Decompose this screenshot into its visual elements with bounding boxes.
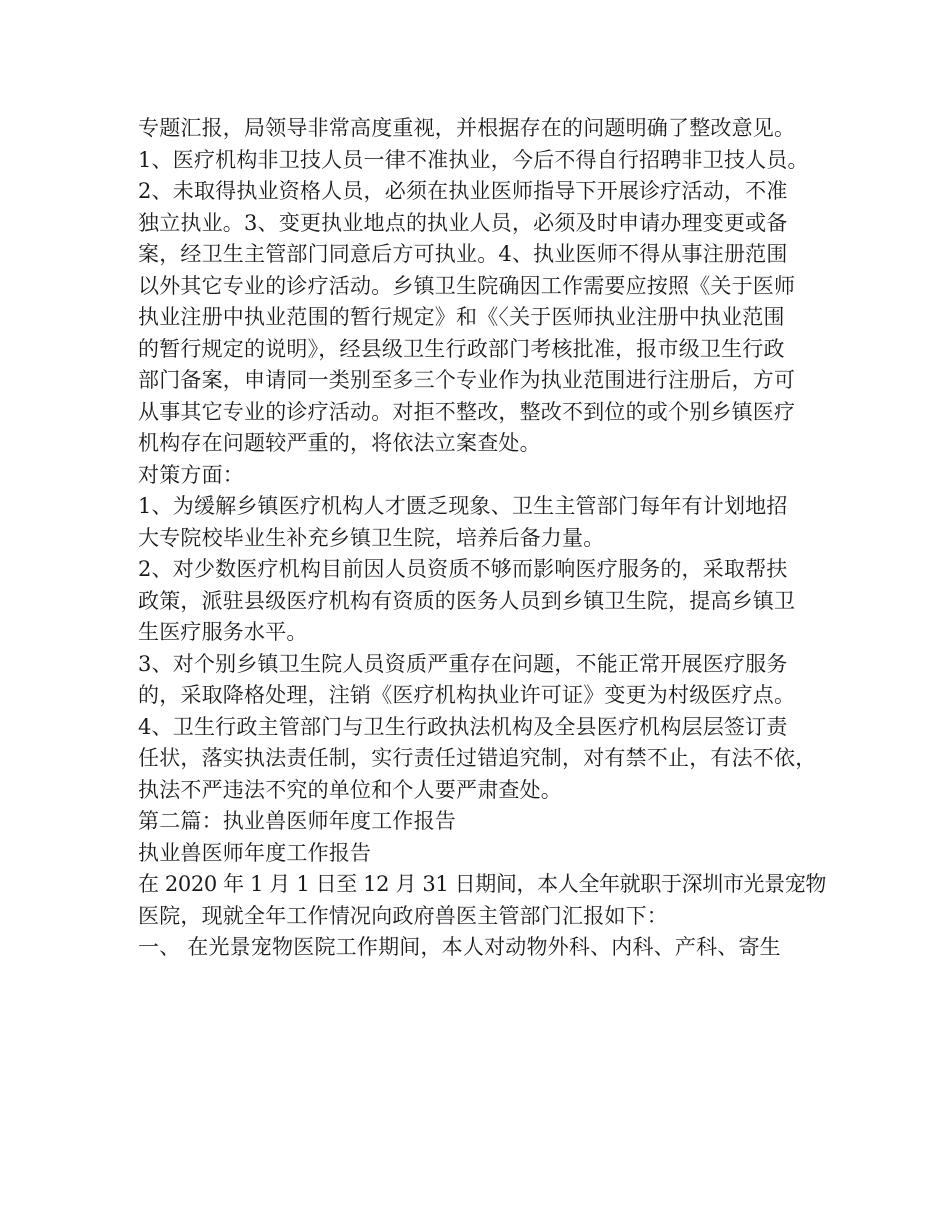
text-line: 医院，现就全年工作情况向政府兽医主管部门汇报如下：	[138, 903, 668, 928]
text-line: 在 2020 年 1 月 1 日至 12 月 31 日期间，本人全年就职于深圳市光景宠物	[138, 872, 826, 896]
text-line: 机构存在问题较严重的，将依法立案查处。	[138, 431, 541, 455]
text-line: 4、卫生行政主管部门与卫生行政执法机构及全县医疗机构层层签订责	[138, 714, 788, 739]
text-line: 的，采取降格处理，注销《医疗机构执业许可证》变更为村级医疗点。	[138, 683, 796, 707]
text-line: 2、未取得执业资格人员，必须在执业医师指导下开展诊疗活动，不准	[138, 179, 788, 203]
text-line: 专题汇报，局领导非常高度重视，并根据存在的问题明确了整改意见。	[138, 116, 796, 140]
report-title: 执业兽医师年度工作报告	[138, 840, 372, 865]
text-line: 大专院校毕业生补充乡镇卫生院，培养后备力量。	[138, 525, 605, 550]
text-line: 1、医疗机构非卫技人员一律不准执业，今后不得自行招聘非卫技人员。	[138, 147, 809, 172]
text-line: 执法不严违法不究的单位和个人要严肃查处。	[138, 777, 562, 802]
text-line: 任状，落实执法责任制，实行责任过错追究制，对有禁不止，有法不依，	[138, 746, 817, 770]
text-line: 一、 在光景宠物医院工作期间，本人对动物外科、内科、产科、寄生	[138, 935, 781, 959]
section-heading: 对策方面：	[138, 462, 244, 487]
text-line: 部门备案，申请同一类别至多三个专业作为执业范围进行注册后，方可	[138, 368, 796, 392]
text-line: 执业注册中执业范围的暂行规定》和《〈关于医师执业注册中执业范围	[138, 305, 785, 329]
text-line: 生医疗服务水平。	[138, 620, 308, 644]
text-line: 以外其它专业的诊疗活动。乡镇卫生院确因工作需要应按照《关于医师	[138, 273, 796, 298]
section-heading: 第二篇：执业兽医师年度工作报告	[138, 809, 456, 833]
text-line: 的暂行规定的说明》，经县级卫生行政部门考核批准，报市级卫生行政	[138, 336, 785, 361]
text-line: 政策，派驻县级医疗机构有资质的医务人员到乡镇卫生院，提高乡镇卫	[138, 588, 796, 613]
text-line: 独立执业。3、变更执业地点的执业人员，必须及时申请办理变更或备	[138, 210, 788, 235]
text-line: 从事其它专业的诊疗活动。对拒不整改，整改不到位的或个别乡镇医疗	[138, 399, 796, 424]
text-line: 2、对少数医疗机构目前因人员资质不够而影响医疗服务的，采取帮扶	[138, 557, 788, 581]
text-line: 3、对个别乡镇卫生院人员资质严重存在问题，不能正常开展医疗服务	[138, 651, 788, 676]
document-body	[138, 113, 828, 964]
text-line: 案，经卫生主管部门同意后方可执业。4、执业医师不得从事注册范围	[138, 242, 788, 266]
text-line: 1、为缓解乡镇医疗机构人才匮乏现象、卫生主管部门每年有计划地招	[138, 494, 788, 518]
